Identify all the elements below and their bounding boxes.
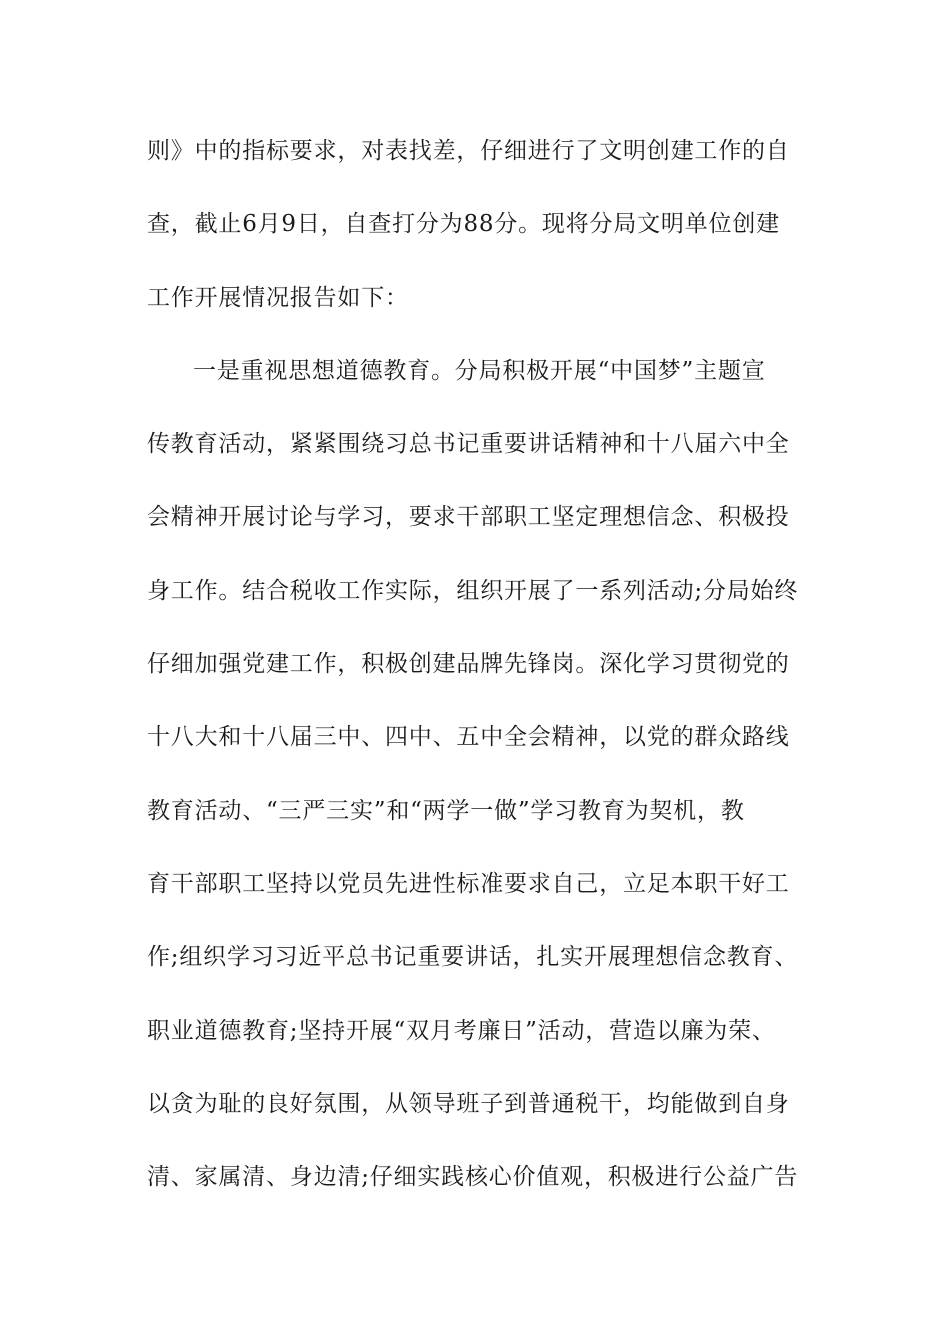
text-line: 清、家属清、身边清;仔细实践核心价值观，积极进行公益广告 [147,1164,799,1191]
text-line: 则》中的指标要求，对表找差，仔细进行了文明创建工作的自 [147,138,790,164]
text-line: 作;组织学习习近平总书记重要讲话，扎实开展理想信念教育、 [147,944,799,971]
paragraph-first-line: 一是重视思想道德教育。分局积极开展“中国梦”主题宣 [193,357,766,384]
text-line: 仔细加强党建工作，积极创建品牌先锋岗。深化学习贯彻党的 [147,651,790,678]
text-line: 职业道德教育;坚持开展“双月考廉日”活动，营造以廉为荣、 [147,1017,776,1044]
text-line: 工作开展情况报告如下： [147,284,409,311]
text-line: 十八大和十八届三中、四中、五中全会精神，以党的群众路线 [147,724,790,751]
text-line: 教育活动、“三严三实”和“两学一做”学习教育为契机，教 [147,797,745,824]
text-line: 育干部职工坚持以党员先进性标准要求自己，立足本职干好工 [147,870,790,897]
text-line: 以贪为耻的良好氛围，从领导班子到普通税干，均能做到自身 [147,1090,790,1117]
text-line: 身工作。结合税收工作实际，组织开展了一系列活动;分局始终 [147,577,799,604]
text-line: 查，截止6月9日，自查打分为88分。现将分局文明单位创建 [147,211,780,238]
document-body [147,126,807,1225]
text-line: 会精神开展讨论与学习，要求干部职工坚定理想信念、积极投 [147,504,790,531]
text-line: 传教育活动，紧紧围绕习总书记重要讲话精神和十八届六中全 [147,431,790,458]
